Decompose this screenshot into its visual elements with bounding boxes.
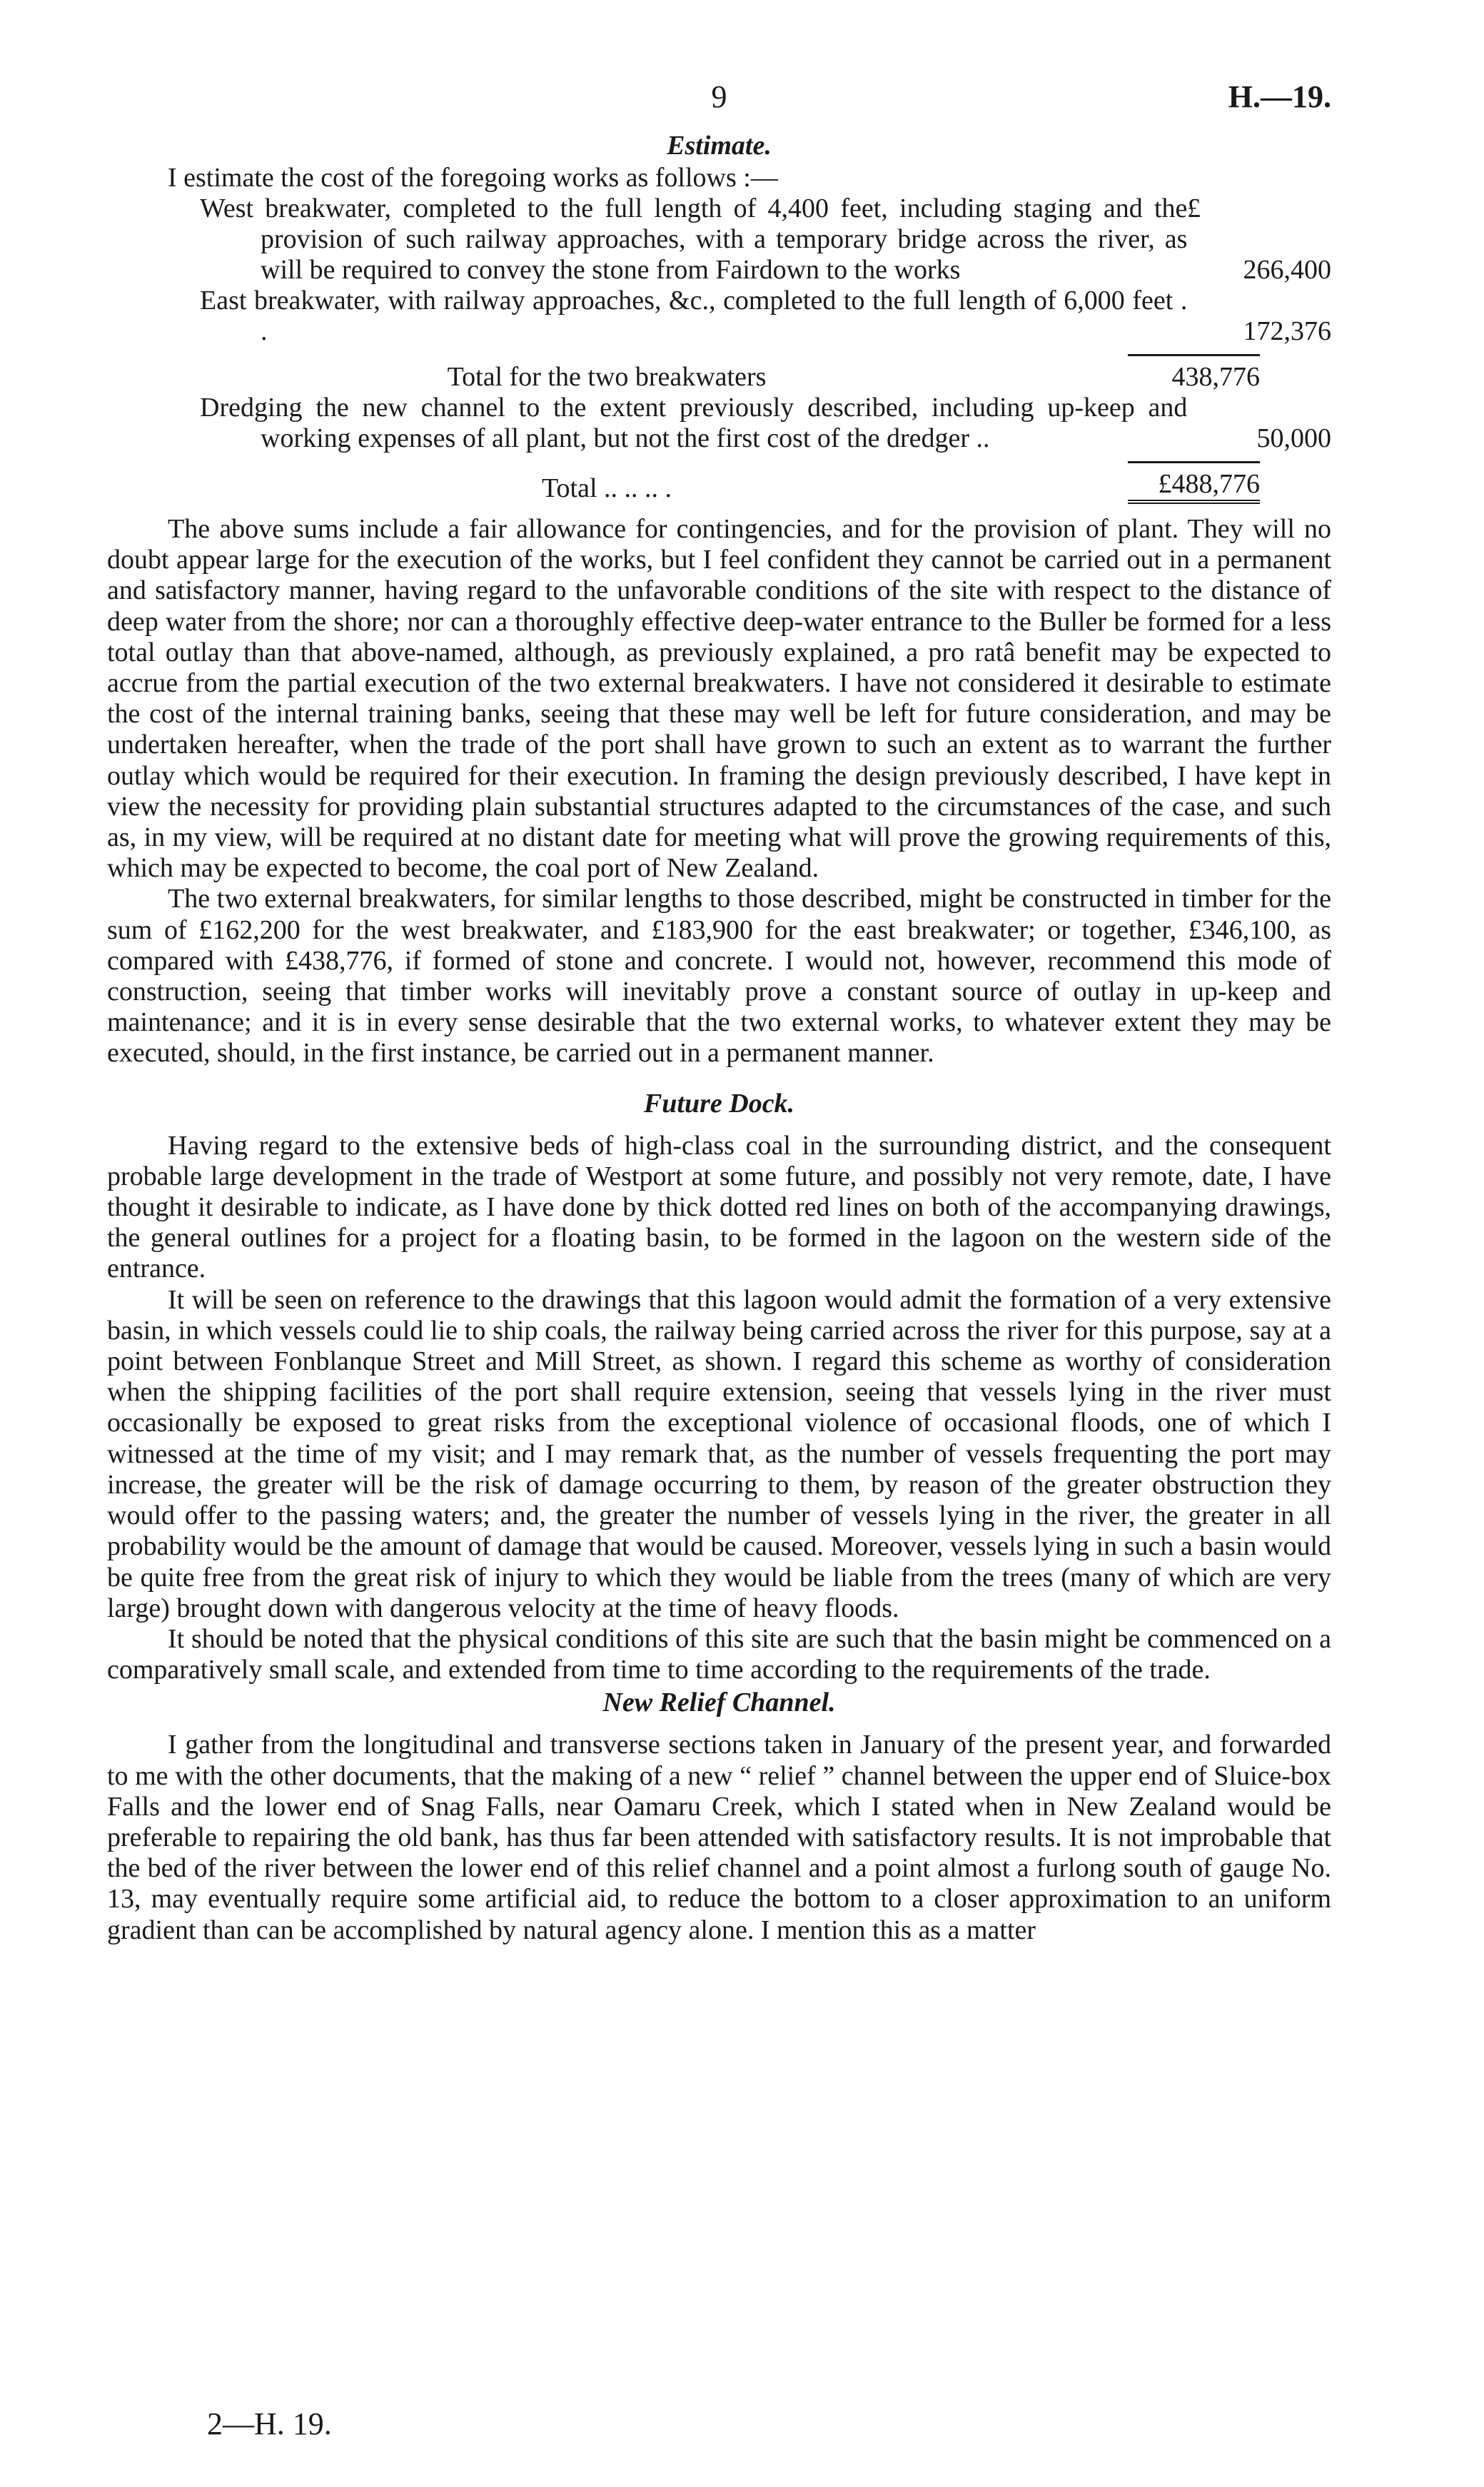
estimate-row-label: West breakwater, completed to the full length of 4,400 feet, including staging and the provision of such railway approaches, with a temporary bridge across the river, as will be required to convey the stone from Fairdown to the works (200, 193, 1188, 285)
estimate-row (107, 393, 1331, 454)
signature-mark: 2—H. 19. (207, 2406, 332, 2441)
estimate-row-amount: 266,400 (1243, 255, 1331, 285)
estimate-intro: I estimate the cost of the foregoing works as follows :— (168, 163, 778, 193)
estimate-row-label: East breakwater, with railway approaches, &c., completed to the full length of 6,000 feet . . (200, 286, 1188, 346)
estimate-row-label: Dredging the new channel to the extent previously described, including up-keep and working expenses of all plant, but not the first cost of the dredger .. (200, 393, 1188, 453)
paragraph: It should be noted that the physical conditions of this site are such that the basin might be commenced on a comparatively small scale, and extended from time to time according to the requirements of the trade. (107, 1623, 1331, 1685)
future-dock-heading: Future Dock. (643, 1088, 795, 1119)
relief-channel-heading: New Relief Channel. (602, 1688, 836, 1718)
page-header (107, 79, 1331, 128)
estimate-total-row (107, 461, 1331, 504)
estimate-row-amount: 50,000 (1256, 423, 1331, 453)
estimate-row-amount: £488,776 (1128, 461, 1260, 504)
estimate-table (107, 193, 1331, 504)
currency-symbol: £ (1187, 193, 1201, 223)
estimate-row (107, 193, 1331, 286)
paragraph: I gather from the longitudinal and transverse sections taken in January of the present year, and forwarded to me with the other documents, that the making of a new “ relief ” channel between the upper end of Sluice-box Falls and the lower end of Snag Falls, near Oamaru Creek, which I stated when in New Zealand would be preferable to repairing the old bank, has thus far been attended with satisfactory results. It is not improbable that the bed of the river between the lower end of this relief channel and a point almost a furlong south of gauge No. 13, may eventually require some artificial aid, to reduce the bottom to a closer approximation to an uniform gradient than can be accomplished by natural agency alone. I mention this as a matter (107, 1730, 1331, 1945)
estimate-row-amount: 172,376 (1243, 316, 1331, 346)
document-page (107, 79, 1331, 1946)
estimate-row-label: Total .. .. .. . (541, 473, 672, 503)
estimate-subtotal-row (107, 354, 1331, 393)
paragraph: Having regard to the extensive beds of high-class coal in the surrounding district, and the consequent probable large development in the trade of Westport at some future, and possibly not very remote, date, I have thought it desirable to indicate, as I have done by thick dotted red lines on both of the accompanying drawings, the general outlines for a project for a floating basin, to be formed in the lagoon on the western side of the entrance. (107, 1130, 1331, 1284)
document-reference: H.—19. (1228, 79, 1331, 114)
paragraph: The above sums include a fair allowance for contingencies, and for the provision of plant. They will no doubt appear large for the execution of the works, but I feel confident they cannot be carried out in a permanent and satisfactory manner, having regard to the unfavorable conditions of the site with respect to the distance of deep water from the shore; nor can a thoroughly effective deep-water entrance to the Buller be formed for a less total outlay than that above-named, although, as previously explained, a pro ratâ benefit may be expected to accrue from the partial execution of the two external breakwaters. I have not considered it desirable to estimate the cost of the internal training banks, seeing that these may well be left for future consideration, and may be undertaken hereafter, when the trade of the port shall have grown to such an extent as to warrant the further outlay which would be required for their execution. In framing the design previously described, I have kept in view the necessity for providing plain substantial structures adapted to the circumstances of the case, and such as, in my view, will be required at no distant date for meeting what will prove the growing requirements of this, which may be expected to become, the coal port of New Zealand. (107, 514, 1331, 884)
estimate-row (107, 286, 1331, 347)
paragraph: It will be seen on reference to the drawings that this lagoon would admit the formation of a very extensive basin, in which vessels could lie to ship coals, the railway being carried across the river for this purpose, say at a point between Fonblanque Street and Mill Street, as shown. I regard this scheme as worthy of consideration when the shipping facilities of the port shall require extension, seeing that vessels lying in the river must occasionally be exposed to great risks from the exceptional violence of occasional floods, one of which I witnessed at the time of my visit; and I may remark that, as the number of vessels frequenting the port may increase, the greater will be the risk of damage occurring to them, by reason of the greater obstruction they would offer to the passing waters; and, the greater the number of vessels lying in the river, the greater in all probability would be the amount of damage that would be caused. Moreover, vessels lying in such a basin would be quite free from the great risk of injury to which they would be liable from the trees (many of which are very large) brought down with dangerous velocity at the time of heavy floods. (107, 1284, 1331, 1623)
estimate-heading: Estimate. (667, 131, 772, 161)
paragraph: The two external breakwaters, for similar lengths to those described, might be constructed in timber for the sum of £162,200 for the west breakwater, and £183,900 for the east breakwater; or together, £346,100, as compared with £438,776, if formed of stone and concrete. I would not, however, recommend this mode of construction, seeing that timber works will inevitably prove a constant source of outlay in up-keep and maintenance; and it is in every sense desirable that the two external works, to whatever extent they may be executed, should, in the first instance, be carried out in a permanent manner. (107, 884, 1331, 1069)
estimate-row-label: Total for the two breakwaters (447, 362, 767, 392)
page-number: 9 (711, 79, 727, 114)
estimate-row-amount: 438,776 (1128, 354, 1260, 393)
